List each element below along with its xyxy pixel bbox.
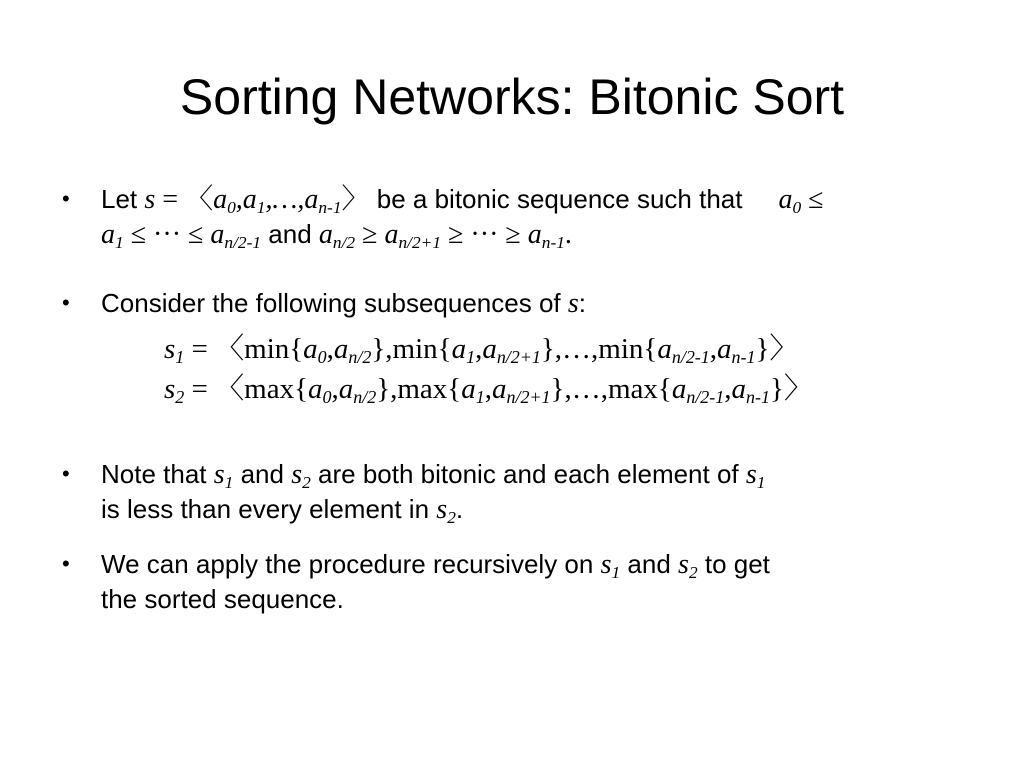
bullet-marker: •	[62, 551, 70, 576]
bullet-4-line-1: We can apply the procedure recursively on $s_1$ and $s_2$ to get	[101, 549, 770, 582]
bullet-3	[62, 457, 962, 527]
bullet-1	[62, 182, 962, 252]
bullet-marker: •	[62, 186, 70, 211]
formula-s2: $s_2$ = 〈$\max\{a_0,a_{n/2}\},\max\{a_1,a_{n/2+1}\},\dots,\max\{a_{n/2-1},a_{n-1}\}$〉	[164, 373, 813, 408]
sequence-definition: s	[144, 184, 156, 215]
bullet-marker: •	[62, 461, 70, 486]
bullet-marker: •	[62, 290, 70, 315]
bullet-1-text	[101, 182, 961, 252]
bullet-3-line-2: is less than every element in $s_2$.	[101, 494, 464, 527]
bullet-4-text	[101, 547, 961, 616]
bullet-1-line-1: Let s = 〈$a_0,a_1,\dots,a_{n-1}$〉 be a bitonic sequence such that $a_0$ ≤	[101, 184, 824, 217]
bullet-4-line-2: the sorted sequence.	[101, 584, 344, 614]
bullet-2-text: Consider the following subsequences of s:	[101, 288, 586, 319]
let-word: Let	[101, 184, 138, 214]
bullet-4	[62, 547, 962, 617]
bullet-3-text	[101, 457, 961, 527]
slide-title: Sorting Networks: Bitonic Sort	[179, 69, 845, 125]
bitonic-condition-text: be a bitonic sequence such that	[376, 184, 743, 214]
bullet-2	[62, 286, 962, 322]
formula-s1: $s_1$ = 〈$\min\{a_0,a_{n/2}\},\min\{a_1,a_{n/2+1}\},\dots,\min\{a_{n/2-1},a_{n-1}\}$〉	[164, 333, 799, 368]
and-word: and	[268, 219, 312, 249]
bullet-1-line-2: $a_1$ ≤ ··· ≤ $a_{n/2-1}$ and $a_{n/2} \ge a_{n/2+1}$ ≥ ··· ≥ $a_{n-1}$.	[101, 219, 572, 252]
bullet-3-line-1: Note that $s_1$ and $s_2$ are both bitonic and each element of $s_1$	[101, 459, 766, 492]
